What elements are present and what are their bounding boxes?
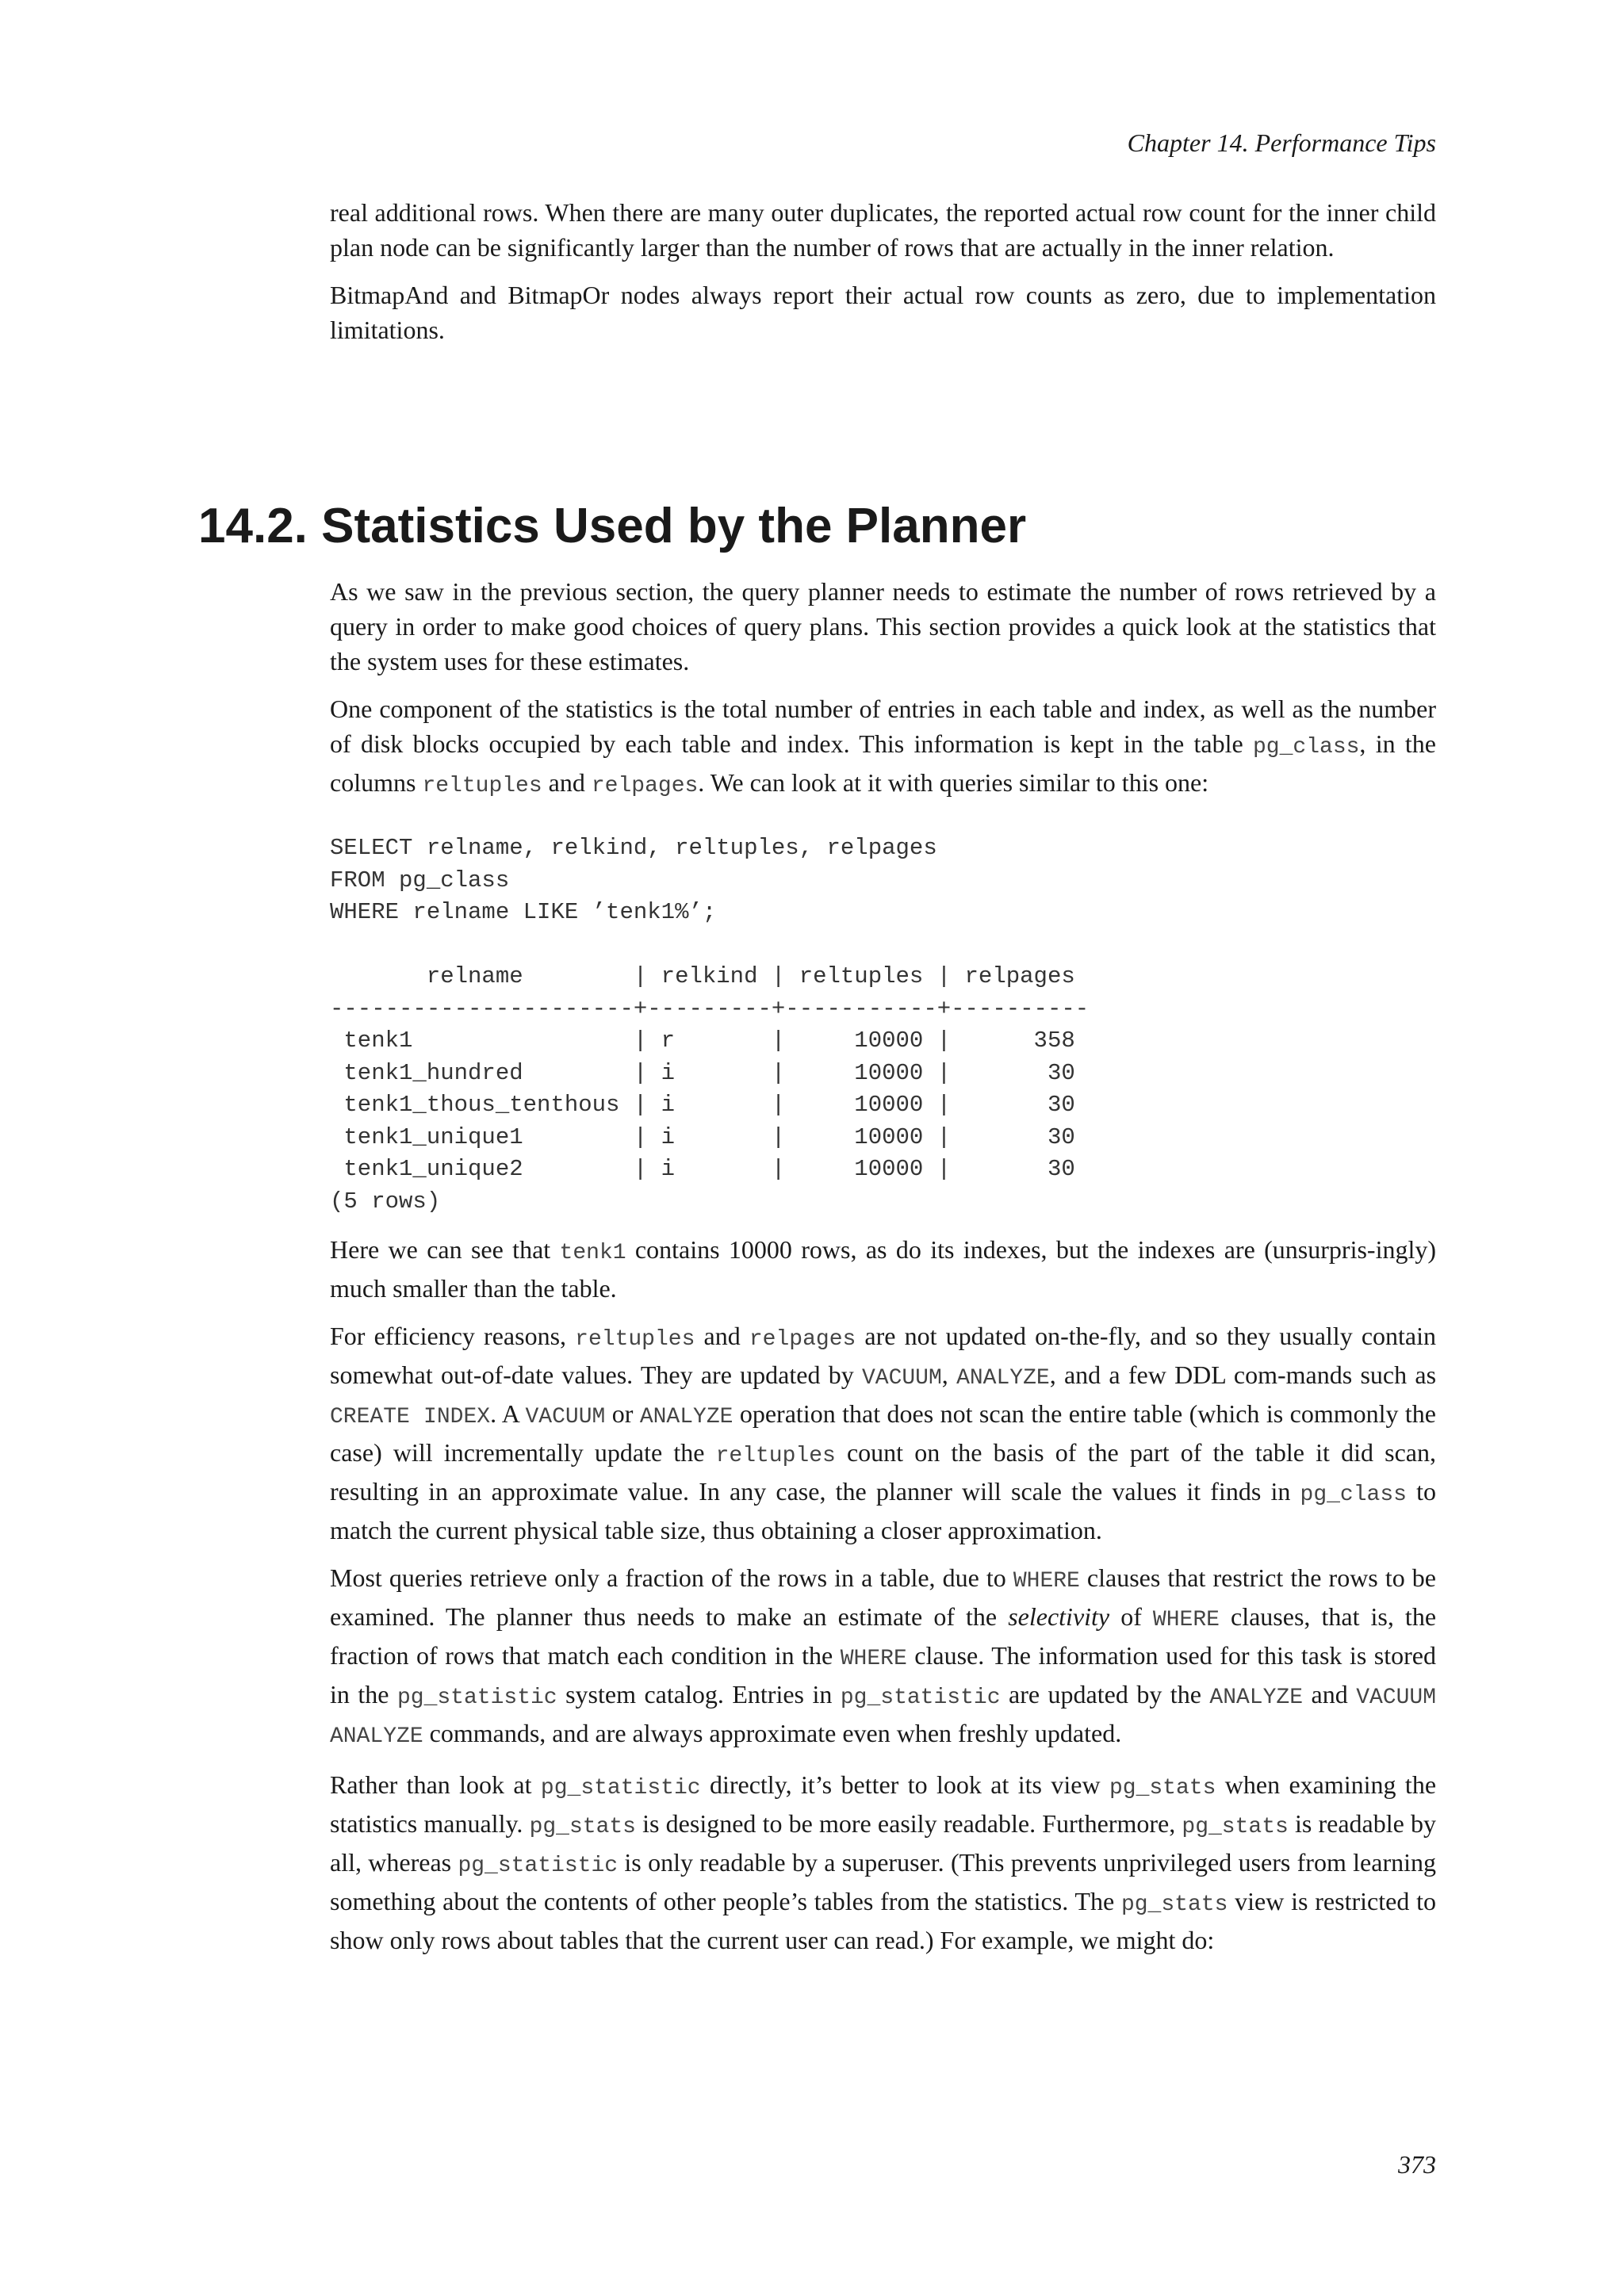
code-create-index: CREATE INDEX [330, 1405, 491, 1429]
code-analyze: ANALYZE [956, 1366, 1050, 1391]
code-where: WHERE [1013, 1569, 1080, 1594]
code-pg-statistic: pg_statistic [840, 1686, 1001, 1710]
text-run: clauses, that is, the fraction of rows that match each condition in the [330, 1602, 1437, 1670]
text-run: , in the columns [330, 729, 1437, 797]
text-run: For efficiency reasons, [330, 1322, 576, 1350]
text-run: . A [490, 1399, 526, 1428]
code-pg-stats: pg_stats [1109, 1776, 1216, 1800]
text-run: is readable by all, whereas [330, 1809, 1437, 1877]
section-paragraph-5 [330, 1560, 1436, 1755]
text-run: or [605, 1399, 640, 1428]
section-paragraph-3 [330, 1232, 1436, 1306]
text-run: are updated by the [1000, 1680, 1210, 1709]
code-relpages: relpages [749, 1327, 856, 1352]
text-run: and [1303, 1680, 1357, 1709]
section-body [330, 574, 1436, 1970]
text-run: One component of the statistics is the total number of entries in each table and index, as well as the number of disk blocks occupied by each table and index. This information is kept in the table [330, 695, 1436, 758]
text-run: , [941, 1360, 957, 1389]
text-run: is only readable by a superuser. (This prevents unprivileged users from learning something about the contents of other people’s tables from the statistics. The [330, 1848, 1437, 1915]
section-paragraph-4 [330, 1318, 1436, 1548]
text-run: operation that does not scan the entire table (which is commonly the case) will incrementally update the [330, 1399, 1437, 1467]
emphasis-selectivity: selectivity [1008, 1602, 1110, 1631]
intro-paragraph-1: real additional rows. When there are many outer duplicates, the reported actual row count for the inner child plan node can be significantly larger than the number of rows that are actually in the inner relation. [330, 198, 1436, 262]
section-paragraph-1: As we saw in the previous section, the query planner needs to estimate the number of rows retrieved by a query in order to make good choices of query plans. This section provides a quick look at the statistics that the system uses for these estimates. [330, 577, 1436, 675]
code-pg-statistic: pg_statistic [540, 1776, 701, 1800]
code-analyze: ANALYZE [1209, 1686, 1304, 1710]
code-reltuples: reltuples [575, 1327, 695, 1352]
code-analyze: ANALYZE [639, 1405, 733, 1429]
text-run: to match the current physical table size, thus obtaining a closer approximation. [330, 1477, 1437, 1544]
code-pg-stats: pg_stats [1120, 1892, 1228, 1917]
text-run: commands, and are always approximate even when freshly updated. [423, 1719, 1122, 1747]
code-pg-class: pg_class [1253, 735, 1360, 760]
intro-block [330, 195, 1436, 360]
code-pg-class: pg_class [1300, 1483, 1407, 1507]
running-header: Chapter 14. Performance Tips [1127, 128, 1436, 157]
section-paragraph-6 [330, 1767, 1436, 1957]
code-vacuum: VACUUM [525, 1405, 606, 1429]
text-run: and [695, 1322, 749, 1350]
text-run: clause. The information used for this task is stored in the [330, 1641, 1437, 1709]
code-relpages: relpages [591, 774, 699, 798]
text-run: clauses that restrict the rows to be examined. The planner thus needs to make an estimate of the [330, 1563, 1437, 1631]
text-run: contains 10000 rows, as do its indexes, but the indexes are (unsurpris-ingly) much smaller than the table. [330, 1235, 1437, 1303]
text-run: Rather than look at [330, 1770, 541, 1799]
text-run: and [542, 768, 592, 797]
code-block-query: SELECT relname, relkind, reltuples, relpages FROM pg_class WHERE relname LIKE ’tenk1%’; relname | relkind | reltuples | relpages ----------------------+---------+-----------+---------- tenk1 | r | 10000 | 358 tenk1_hundred | i | 10000 | 30 tenk1_thous_tenthous | i | 10000 | 30 tenk1_unique1 | i | 10000 | 30 tenk1_unique2 | i | 10000 | 30 (5 rows) [330, 835, 1090, 1215]
text-run: count on the basis of the part of the table it did scan, resulting in an approximate value. In any case, the planner will scale the values it finds in [330, 1438, 1437, 1506]
code-vacuum-analyze: VACUUM ANALYZE [330, 1686, 1437, 1749]
code-reltuples: reltuples [422, 774, 542, 798]
text-run: . We can look at it with queries similar to this one: [698, 768, 1209, 797]
text-run: are not updated on-the-fly, and so they usually contain somewhat out-of-date values. They are updated by [330, 1322, 1437, 1389]
text-run: when examining the statistics manually. [330, 1770, 1437, 1838]
code-where: WHERE [840, 1647, 907, 1671]
section-paragraph-2 [330, 691, 1436, 804]
text-run: is designed to be more easily readable. Furthermore, [635, 1809, 1182, 1838]
text-run: system catalog. Entries in [557, 1680, 841, 1709]
code-pg-statistic: pg_statistic [458, 1854, 619, 1878]
text-run: of [1109, 1602, 1153, 1631]
page-number: 373 [1398, 2150, 1436, 2179]
text-run: view is restricted to show only rows about tables that the current user can read.) For example, we might do: [330, 1887, 1436, 1954]
text-run: directly, it’s better to look at its view [700, 1770, 1109, 1799]
code-pg-stats: pg_stats [1182, 1815, 1289, 1839]
code-reltuples: reltuples [715, 1444, 836, 1468]
code-pg-statistic: pg_statistic [396, 1686, 557, 1710]
code-vacuum: VACUUM [861, 1366, 942, 1391]
section-heading: 14.2. Statistics Used by the Planner [198, 499, 1027, 553]
code-pg-stats: pg_stats [529, 1815, 636, 1839]
text-run: Here we can see that [330, 1235, 560, 1264]
text-run: Most queries retrieve only a fraction of the rows in a table, due to [330, 1563, 1013, 1592]
code-where: WHERE [1152, 1608, 1220, 1632]
intro-paragraph-2: BitmapAnd and BitmapOr nodes always report their actual row counts as zero, due to implementation limitations. [330, 281, 1436, 344]
text-run: , and a few DDL com-mands such as [1049, 1360, 1437, 1389]
code-tenk1: tenk1 [559, 1241, 626, 1265]
